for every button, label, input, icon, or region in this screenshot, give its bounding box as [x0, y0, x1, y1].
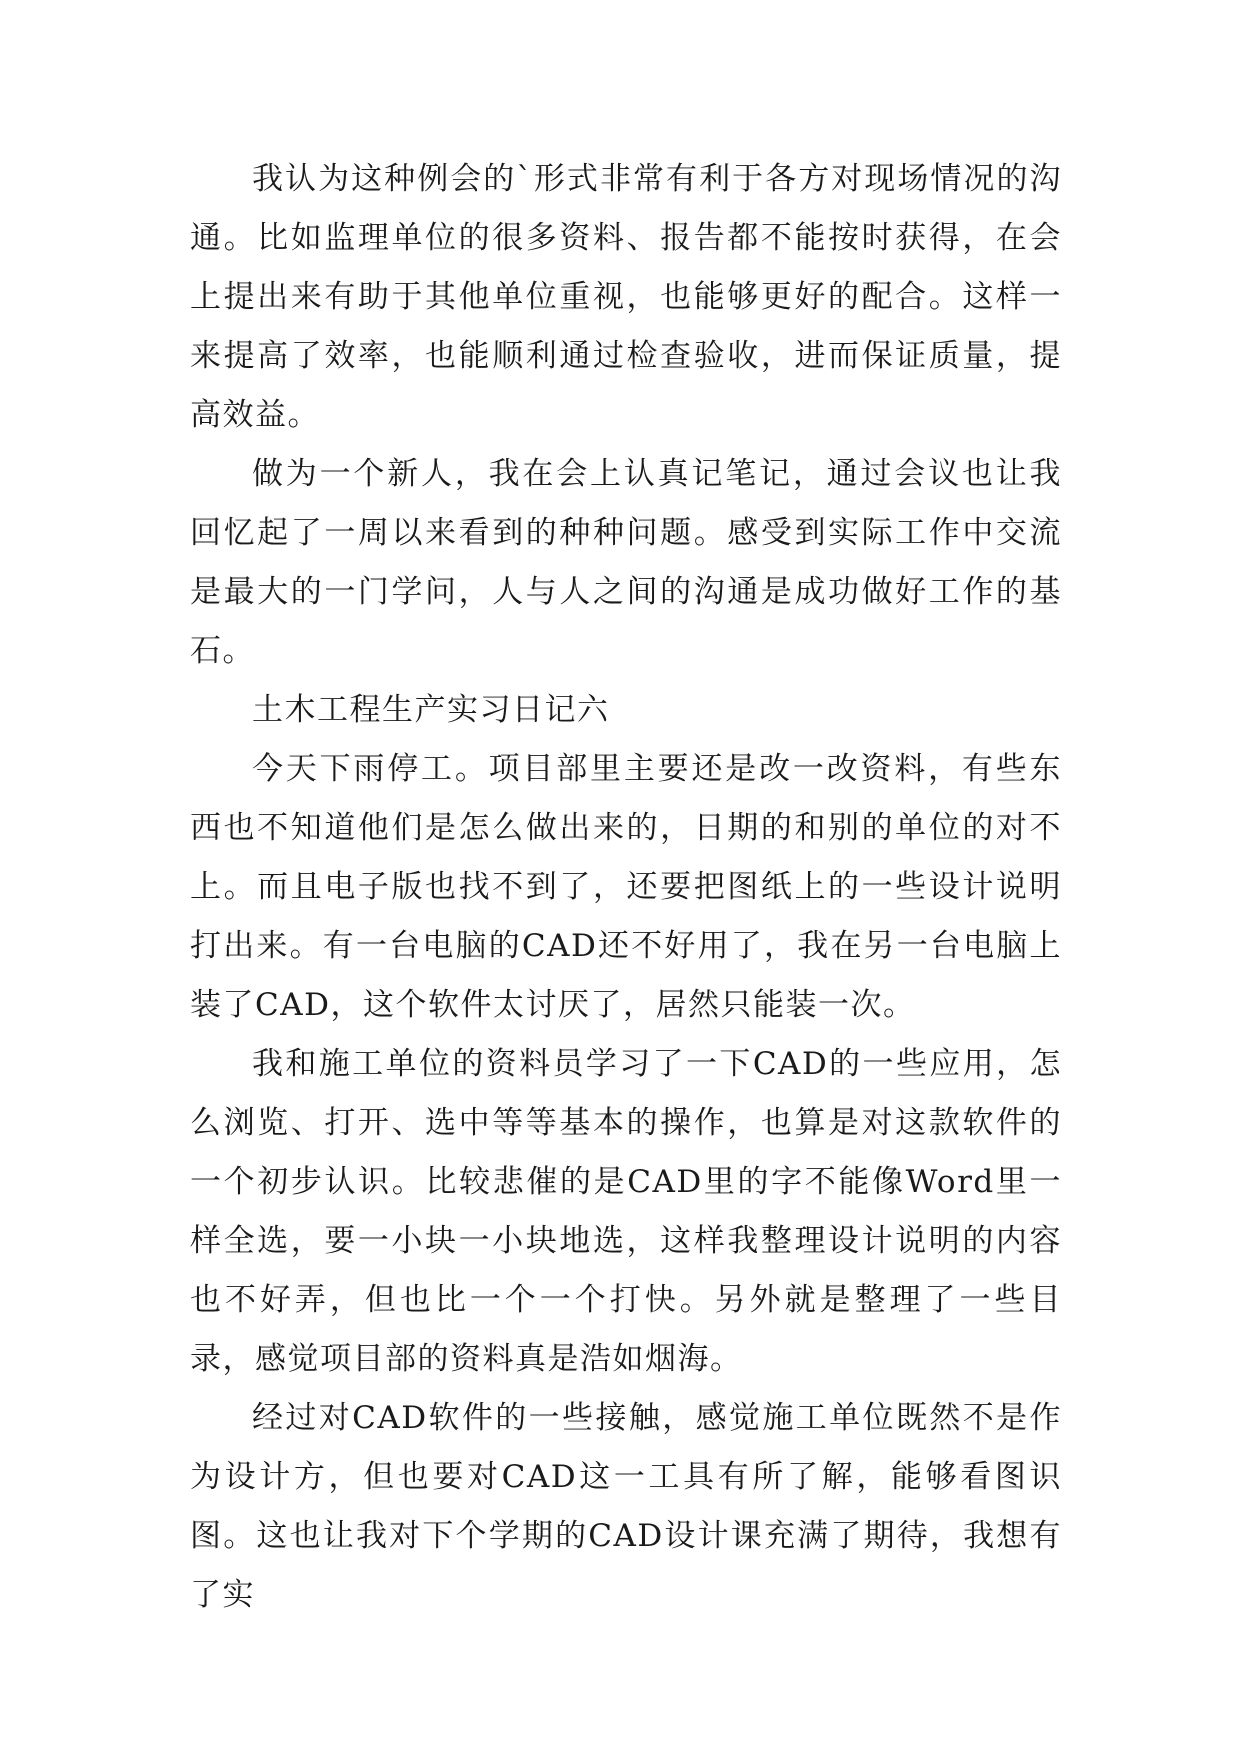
paragraph-rainy-day: 今天下雨停工。项目部里主要还是改一改资料，有些东西也不知道他们是怎么做出来的，日期的和别的单位的对不上。而且电子版也找不到了，还要把图纸上的一些设计说明打出来。有一台电脑的CAD还不好用了，我在另一台电脑上装了CAD，这个软件太讨厌了，居然只能装一次。	[190, 751, 1062, 1023]
paragraph-newcomer-reflection: 做为一个新人，我在会上认真记笔记，通过会议也让我回忆起了一周以来看到的种种问题。感受到实际工作中交流是最大的一门学问，人与人之间的沟通是成功做好工作的基石。	[190, 456, 1062, 669]
document-body	[190, 150, 1062, 1625]
paragraph-cad-learning: 我和施工单位的资料员学习了一下CAD的一些应用，怎么浏览、打开、选中等等基本的操作，也算是对这款软件的一个初步认识。比较悲催的是CAD里的字不能像Word里一样全选，要一小块一小块地选，这样我整理设计说明的内容也不好弄，但也比一个一个打快。另外就是整理了一些目录，感觉项目部的资料真是浩如烟海。	[190, 1046, 1062, 1377]
diary-entry-title: 土木工程生产实习日记六	[252, 692, 610, 728]
paragraph-meeting-benefits: 我认为这种例会的`形式非常有利于各方对现场情况的沟通。比如监理单位的很多资料、报告都不能按时获得，在会上提出来有助于其他单位重视，也能够更好的配合。这样一来提高了效率，也能顺利通过检查验收，进而保证质量，提高效益。	[190, 161, 1062, 433]
paragraph-cad-expectation: 经过对CAD软件的一些接触，感觉施工单位既然不是作为设计方，但也要对CAD这一工具有所了解，能够看图识图。这也让我对下个学期的CAD设计课充满了期待，我想有了实	[190, 1400, 1062, 1613]
